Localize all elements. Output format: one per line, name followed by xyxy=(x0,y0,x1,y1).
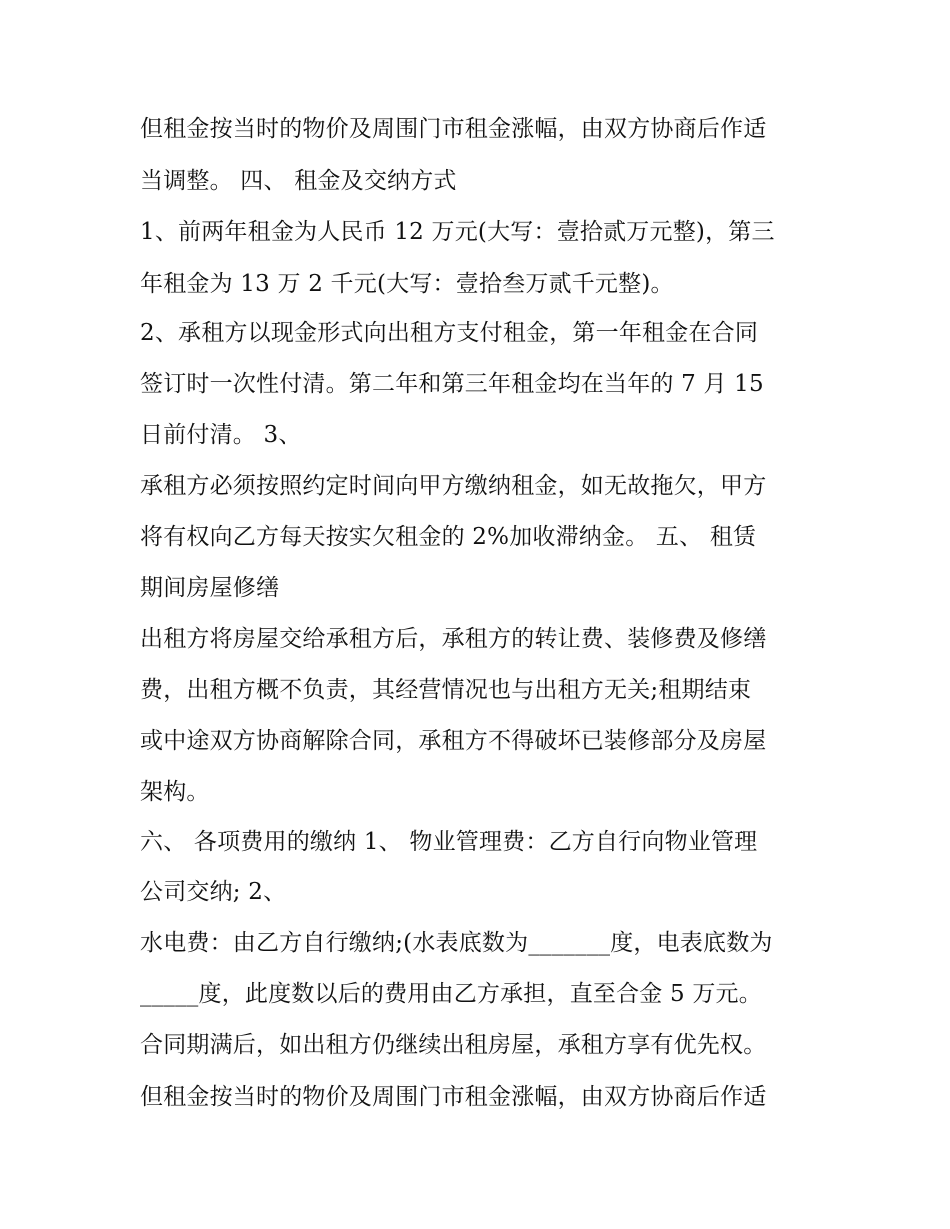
text-line: 1、前两年租金为人民币 12 万元(大写：壹拾贰万元整)，第三 xyxy=(140,219,775,245)
text-line: 或中途双方协商解除合同，承租方不得破坏已装修部分及房屋 xyxy=(140,728,767,754)
text-line: 签订时一次性付清。第二年和第三年租金均在当年的 7 月 15 xyxy=(140,371,764,397)
text-line: 架构。 xyxy=(140,779,210,805)
text-line: 将有权向乙方每天按实欠租金的 2%加收滞纳金。 五、 租赁 xyxy=(140,524,757,550)
text-line: 日前付清。 3、 xyxy=(140,422,302,448)
text-line: 费，出租方概不负责，其经营情况也与出租方无关;租期结束 xyxy=(140,677,752,703)
text-line: 但租金按当时的物价及周围门市租金涨幅，由双方协商后作适 xyxy=(140,1084,767,1110)
text-line: 公司交纳; 2、 xyxy=(140,879,287,905)
text-line: 水电费：由乙方自行缴纳;(水表底数为_______度，电表底数为 xyxy=(140,930,773,956)
text-line: 2、承租方以现金形式向出租方支付租金，第一年租金在合同 xyxy=(140,320,759,346)
text-line: 承租方必须按照约定时间向甲方缴纳租金，如无故拖欠，甲方 xyxy=(140,473,767,499)
text-line: 期间房屋修缮 xyxy=(140,575,280,601)
text-line: 六、 各项费用的缴纳 1、 物业管理费：乙方自行向物业管理 xyxy=(140,829,758,855)
text-line: _____度，此度数以后的费用由乙方承担，直至合金 5 万元。 xyxy=(140,981,762,1007)
text-line: 当调整。 四、 租金及交纳方式 xyxy=(140,168,457,194)
text-line: 出租方将房屋交给承租方后，承租方的转让费、装修费及修缮 xyxy=(140,626,767,652)
text-line: 合同期满后，如出租方仍继续出租房屋，承租方享有优先权。 xyxy=(140,1032,767,1058)
text-line: 但租金按当时的物价及周围门市租金涨幅，由双方协商后作适 xyxy=(140,116,767,142)
text-line: 年租金为 13 万 2 千元(大写：壹拾叁万贰千元整)。 xyxy=(140,271,674,297)
